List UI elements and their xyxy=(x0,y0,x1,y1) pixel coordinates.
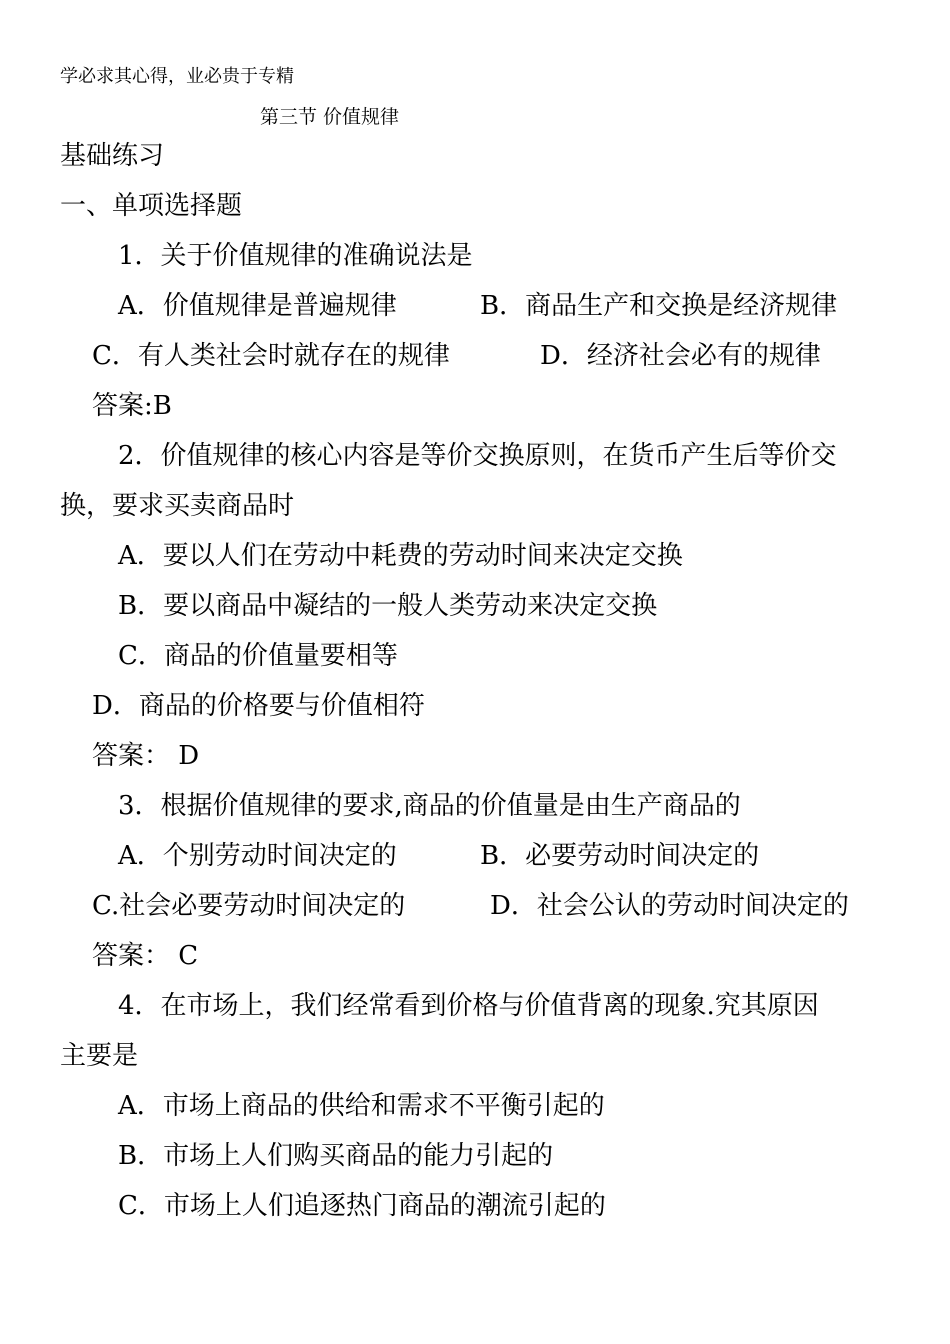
question-1-option-b: B．商品生产和交换是经济规律 xyxy=(480,291,838,321)
question-2-option-b: B．要以商品中凝结的一般人类劳动来决定交换 xyxy=(118,591,658,621)
question-2-option-d: D．商品的价格要与价值相符 xyxy=(92,691,425,721)
question-2-option-c: C．商品的价值量要相等 xyxy=(118,641,398,671)
question-3-answer: 答案： C xyxy=(92,941,199,971)
question-1-option-c: C．有人类社会时就存在的规律 xyxy=(92,341,450,371)
question-1-option-d: D．经济社会必有的规律 xyxy=(540,341,821,371)
question-4-option-a: A．市场上商品的供给和需求不平衡引起的 xyxy=(118,1091,605,1121)
question-1-answer: 答案:B xyxy=(92,391,172,421)
question-2-stem-line-2: 换，要求买卖商品时 xyxy=(60,491,295,521)
heading-basic-practice: 基础练习 xyxy=(60,141,165,171)
question-2-option-a: A．要以人们在劳动中耗费的劳动时间来决定交换 xyxy=(118,541,683,571)
question-3-option-d: D．社会公认的劳动时间决定的 xyxy=(490,891,849,921)
question-4-stem-line-2: 主要是 xyxy=(60,1041,139,1071)
question-4-stem-line-1: 4．在市场上，我们经常看到价格与价值背离的现象.究其原因 xyxy=(118,991,819,1021)
header-motto: 学必求其心得，业必贵于专精 xyxy=(60,66,294,87)
question-3-option-b: B．必要劳动时间决定的 xyxy=(480,841,760,871)
question-2-stem-line-1: 2．价值规律的核心内容是等价交换原则，在货币产生后等价交 xyxy=(118,441,837,471)
question-4-option-c: C．市场上人们追逐热门商品的潮流引起的 xyxy=(118,1191,606,1221)
question-3-option-a: A．个别劳动时间决定的 xyxy=(118,841,397,871)
heading-single-choice: 一、单项选择题 xyxy=(60,191,243,221)
question-4-option-b: B．市场上人们购买商品的能力引起的 xyxy=(118,1141,554,1171)
question-1-option-a: A．价值规律是普遍规律 xyxy=(118,291,397,321)
question-3-option-c: C.社会必要劳动时间决定的 xyxy=(92,891,406,921)
question-2-answer: 答案： D xyxy=(92,741,200,771)
question-1-stem: 1．关于价值规律的准确说法是 xyxy=(118,241,473,271)
section-title: 第三节 价值规律 xyxy=(260,106,400,128)
question-3-stem: 3．根据价值规律的要求,商品的价值量是由生产商品的 xyxy=(118,791,741,821)
